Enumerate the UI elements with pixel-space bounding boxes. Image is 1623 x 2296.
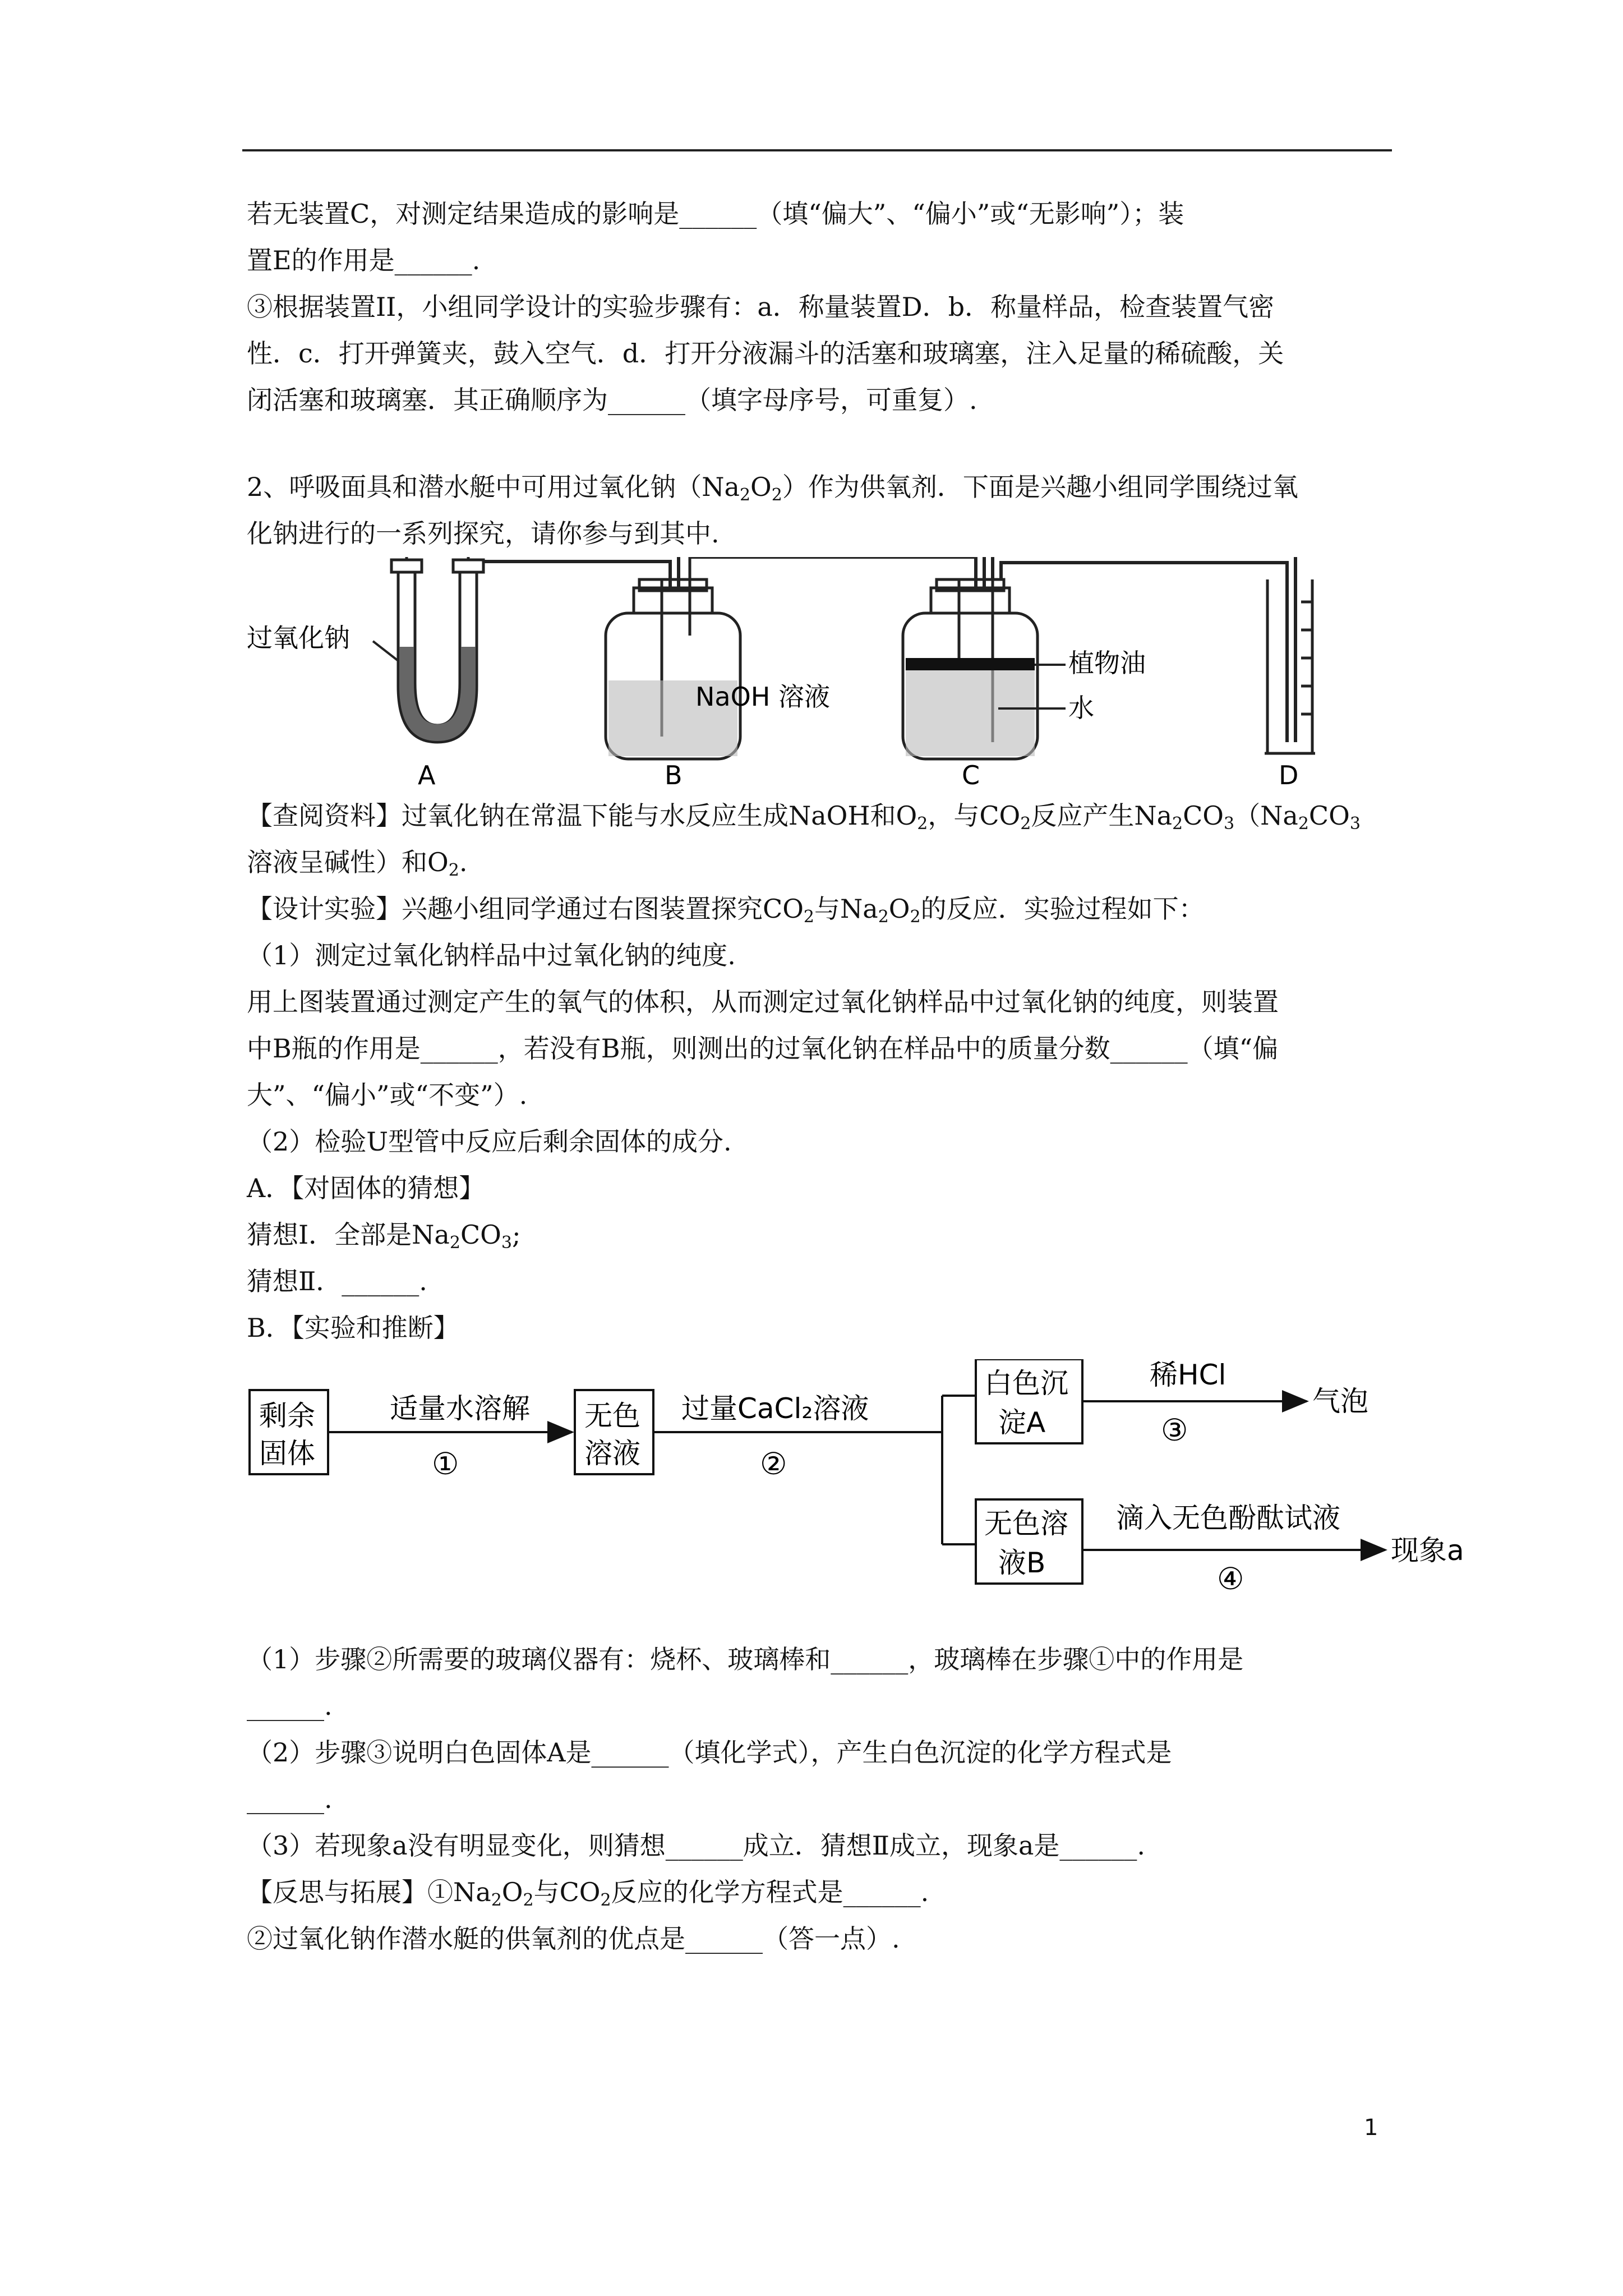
part1-title: （1）测定过氧化钠样品中过氧化钠的纯度. bbox=[247, 940, 736, 970]
label-c: C bbox=[962, 760, 980, 790]
connecting-tube-bc bbox=[690, 557, 984, 591]
q1-line3: ③根据装置II，小组同学设计的实验步骤有：a．称量装置D．b．称量样品，检查装置气密 bbox=[247, 292, 1275, 322]
label-b: B bbox=[665, 760, 683, 790]
box-precipitate-line2: 淀A bbox=[998, 1406, 1046, 1439]
experiment-heading: B．【实验和推断】 bbox=[247, 1313, 459, 1343]
box-solution-b-line2: 液B bbox=[998, 1547, 1046, 1579]
step2-label: 过量CaCl₂溶液 bbox=[681, 1392, 869, 1425]
step3-num: ③ bbox=[1161, 1412, 1188, 1448]
part1-line3: 大”、“偏小”或“不变”）. bbox=[247, 1080, 528, 1110]
sub2-line1: （2）步骤③说明白色固体A是______（填化学式），产生白色沉淀的化学方程式是 bbox=[247, 1737, 1172, 1768]
q1-line5: 闭活塞和玻璃塞．其正确顺序为______（填字母序号，可重复）. bbox=[247, 385, 978, 415]
sodium-peroxide-fill bbox=[399, 647, 476, 741]
reflection-line1: 【反思与拓展】$①Na_2O_2$与$CO_2$反应的化学方程式是______. bbox=[247, 1877, 929, 1910]
water-fill bbox=[906, 670, 1035, 756]
part2-title: （2）检验U型管中反应后剩余固体的成分. bbox=[247, 1126, 732, 1157]
label-leader-a bbox=[373, 641, 398, 661]
flow-diagram bbox=[247, 1359, 1503, 1623]
ref-line1: 【查阅资料】过氧化钠在常温下能与水反应生成NaOH和$O_2$，与$CO_2$反应产生$Na_2CO_3(Na_2CO_3$ bbox=[247, 800, 1361, 834]
part1-line2: 中B瓶的作用是______，若没有B瓶，则测出的过氧化钠在样品中的质量分数______（填“偏 bbox=[247, 1033, 1279, 1064]
ref-line2: 溶液呈碱性）和$O_2$. bbox=[247, 847, 468, 880]
box-colorless-line2: 溶液 bbox=[584, 1437, 640, 1470]
spacer bbox=[247, 424, 1391, 464]
guess-2: 猜想Ⅱ．______. bbox=[247, 1266, 427, 1296]
connecting-tube-ab bbox=[482, 557, 679, 591]
label-naoh: NaOH 溶液 bbox=[695, 682, 831, 712]
guess-heading: A．【对固体的猜想】 bbox=[247, 1173, 485, 1203]
q2-intro-line1: 2、呼吸面具和潜水艇中可用过氧化钠$(Na_2O_2)$作为供氧剂．下面是兴趣小组同学围绕过氧 bbox=[247, 472, 1298, 505]
step1-num: ① bbox=[432, 1446, 459, 1481]
apparatus-figure bbox=[247, 557, 1391, 793]
label-sodium-peroxide: 过氧化钠 bbox=[247, 623, 350, 653]
label-oil: 植物油 bbox=[1068, 648, 1146, 678]
box-colorless-line1: 无色 bbox=[584, 1400, 640, 1432]
page-number: 1 bbox=[1364, 2115, 1378, 2141]
step4-num: ④ bbox=[1217, 1561, 1244, 1596]
box-residue-line2: 固体 bbox=[259, 1437, 315, 1470]
step3-label: 稀HCl bbox=[1150, 1359, 1227, 1391]
q1-line2: 置E的作用是______. bbox=[247, 245, 481, 275]
sub3-line: （3）若现象a没有明显变化，则猜想______成立．猜想Ⅱ成立，现象a是______. bbox=[247, 1830, 1146, 1861]
q1-line1: 若无装置C，对测定结果造成的影响是______（填“偏大”、“偏小”或“无影响”）；装 bbox=[247, 199, 1184, 229]
label-water: 水 bbox=[1068, 693, 1094, 723]
box-residue-line1: 剩余 bbox=[259, 1400, 315, 1432]
step1-label: 适量水溶解 bbox=[390, 1392, 530, 1425]
part1-line1: 用上图装置通过测定产生的氧气的体积，从而测定过氧化钠样品中过氧化钠的纯度，则装置 bbox=[247, 987, 1279, 1017]
result4-phenomenon: 现象a bbox=[1391, 1534, 1464, 1567]
design-line: 【设计实验】兴趣小组同学通过右图装置探究$CO_2$与$Na_2O_2$的反应．实验过程如下： bbox=[247, 894, 1205, 927]
header-rule bbox=[242, 149, 1392, 151]
label-a: A bbox=[418, 760, 436, 790]
sub1-line2: ______. bbox=[247, 1691, 333, 1721]
result3-bubbles: 气泡 bbox=[1312, 1385, 1368, 1418]
box-precipitate-line1: 白色沉 bbox=[984, 1367, 1068, 1400]
measuring-cylinder-d bbox=[1265, 579, 1315, 753]
label-d: D bbox=[1279, 760, 1299, 790]
sub1-line1: （1）步骤②所需要的玻璃仪器有：烧杯、玻璃棒和______，玻璃棒在步骤①中的作用是 bbox=[247, 1644, 1244, 1674]
guess-1: 猜想Ⅰ．全部是$Na_2CO_3$; bbox=[247, 1220, 521, 1253]
q1-line4: 性．c．打开弹簧夹，鼓入空气．d．打开分液漏斗的活塞和玻璃塞，注入足量的稀硫酸，关 bbox=[247, 338, 1284, 369]
document-body bbox=[247, 191, 1464, 1962]
step2-num: ② bbox=[760, 1446, 787, 1481]
step4-label: 滴入无色酚酞试液 bbox=[1116, 1502, 1340, 1534]
box-solution-b-line1: 无色溶 bbox=[984, 1507, 1068, 1540]
reflection-line2: ②过氧化钠作潜水艇的供氧剂的优点是______（答一点）. bbox=[247, 1924, 900, 1954]
vegetable-oil-layer bbox=[906, 658, 1035, 670]
sub2-line2: ______. bbox=[247, 1784, 333, 1814]
q2-intro-line2: 化钠进行的一系列探究，请你参与到其中. bbox=[247, 518, 720, 549]
spacer bbox=[247, 1623, 1391, 1636]
